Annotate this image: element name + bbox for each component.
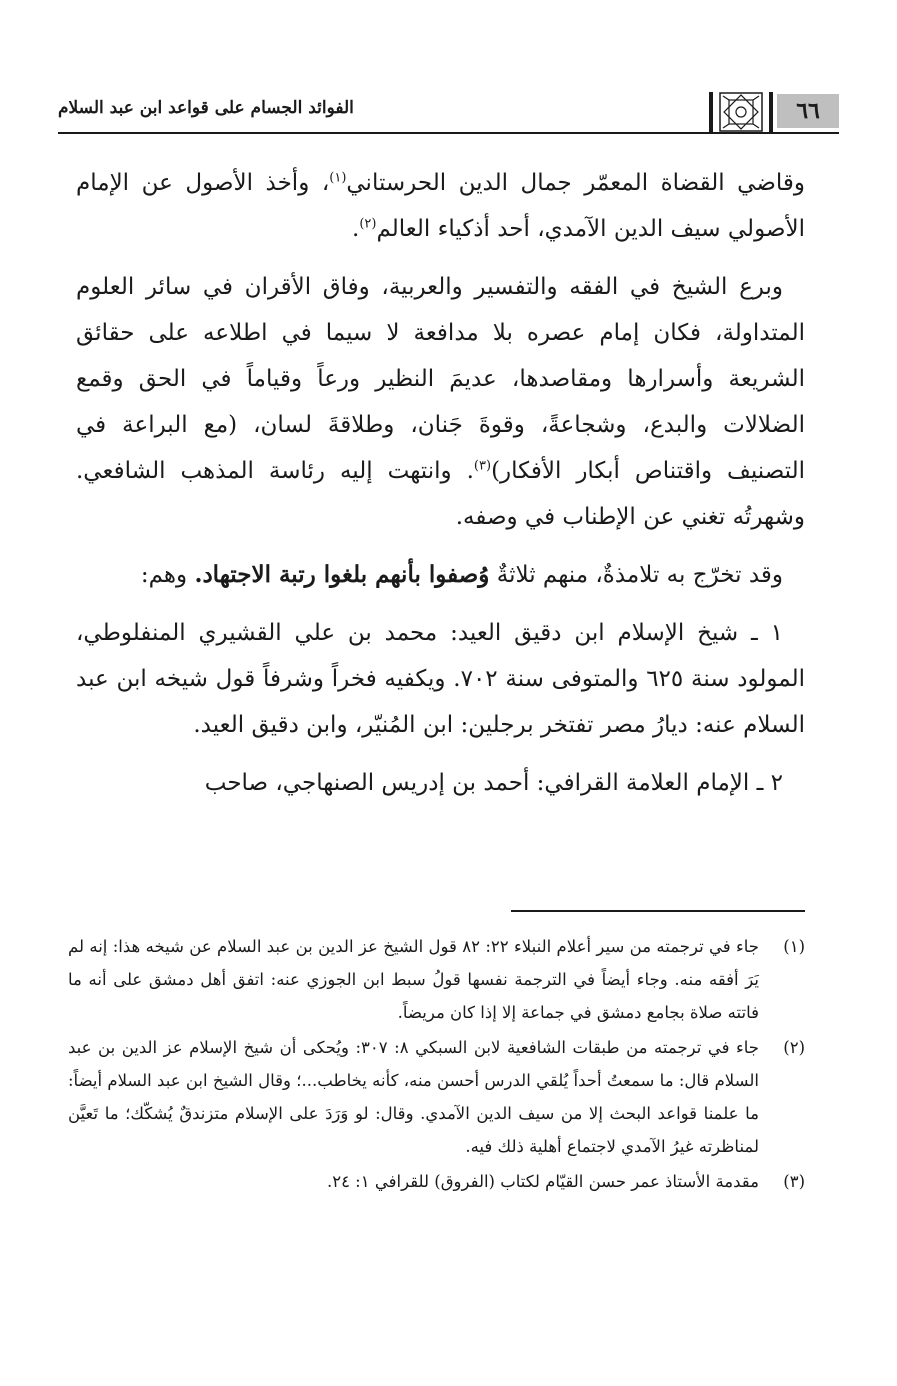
- paragraph-text: وهم:: [140, 562, 188, 588]
- paragraph-4: ١ ـ شيخ الإسلام ابن دقيق العيد: محمد بن علي القشيري المنفلوطي، المولود سنة ٦٢٥ والمتوفى سنة ٧٠٢. ويكفيه فخراً وشرفاً قول شيخه ابن عبد السلام عنه: ديارُ مصر تفتخر برجلين: ابن المُنيّر، وابن دقيق العيد.: [76, 620, 805, 738]
- paragraph-text: وقد تخرّج به تلامذةٌ، منهم ثلاثةٌ: [496, 562, 783, 588]
- paragraph-1: [76, 160, 805, 252]
- paragraph-text: وقاضي القضاة المعمّر جمال الدين الحرستاني: [346, 170, 805, 196]
- footnote-ref-3[interactable]: (٣): [473, 458, 492, 474]
- footnote-number: (٣): [783, 1172, 805, 1191]
- page-header: [58, 92, 839, 136]
- paragraph-bold-text: وُصفوا بأنهم بلغوا رتبة الاجتهاد.: [194, 561, 490, 588]
- main-text: [76, 160, 805, 818]
- footnote-text: جاء في ترجمته من طبقات الشافعية لابن السبكي ٨: ٣٠٧: ويُحكى أن شيخ الإسلام عز الدين بن عبد السلام قال: ما سمعتُ أحداً يُلقي الدرس أحسن منه، كأنه يخاطب...؛ وقال الشيخ ابن عبد السلام أيضاً: ما علمنا قواعد البحث إلا من سيف الدين الآمدي. وقال: لو وَرَدَ على الإسلام متزندقٌ يُشكّك؛ ما تَعيَّن لمناظرته غيرُ الآمدي لاجتماع أهلية ذلك فيه.: [68, 1038, 759, 1156]
- page-number: ٦٦: [777, 94, 839, 128]
- footnote-number: (٢): [783, 1038, 805, 1057]
- paragraph-text: وبرع الشيخ في الفقه والتفسير والعربية، وفاق الأقران في سائر العلوم المتداولة، فكان إمام عصره بلا مدافعة لا سيما في اطلاعه على حقائق الشريعة وأسرارها ومقاصدها، عديمَ النظير ورعاً وقياماً في الحق وقمع الضلالات والبدع، وشجاعةً، وقوةَ جَنان، وطلاقةَ لسان، (مع البراعة في التصنيف واقتناص أبكار الأفكار): [76, 274, 806, 484]
- paragraph-2: [76, 264, 805, 540]
- geometric-star-ornament-icon: [715, 92, 767, 132]
- paragraph-text: . وانتهت إليه رئاسة المذهب الشافعي. وشهرتُه تغني عن الإطناب في وصفه.: [76, 458, 805, 530]
- footnote-rule: [511, 910, 805, 912]
- footnote-1: [68, 930, 805, 1029]
- running-title: الفوائد الجسام على قواعد ابن عبد السلام: [58, 98, 354, 118]
- footnotes: [68, 930, 805, 1200]
- header-rule: [58, 132, 839, 134]
- footnote-3: [68, 1165, 805, 1198]
- paragraph-text: .: [352, 216, 360, 242]
- footnote-2: [68, 1031, 805, 1163]
- footnote-number: (١): [783, 937, 805, 956]
- footnote-text: جاء في ترجمته من سير أعلام النبلاء ٢٢: ٨٢ قول الشيخ عز الدين بن عبد السلام عن شيخه هذا: إنه لم يَرَ أفقه منه. وجاء أيضاً في الترجمة نفسها قولُ سبط ابن الجوزي عنه: اتفق أهل دمشق على أنه ما فاتته صلاة بجامع دمشق في جماعة إلا إذا كان مريضاً.: [68, 937, 759, 1022]
- paragraph-text: ، وأخذ الأصول عن الإمام الأصولي سيف الدين الآمدي، أحد أذكياء العالم: [76, 170, 805, 242]
- footnote-ref-1[interactable]: (١): [329, 170, 347, 186]
- footnote-text: مقدمة الأستاذ عمر حسن القيّام لكتاب (الفروق) للقرافي ١: ٢٤.: [326, 1172, 759, 1191]
- paragraph-3: [76, 552, 805, 598]
- footnote-ref-2[interactable]: (٢): [359, 216, 377, 232]
- paragraph-5: ٢ ـ الإمام العلامة القرافي: أحمد بن إدريس الصنهاجي، صاحب: [204, 770, 783, 796]
